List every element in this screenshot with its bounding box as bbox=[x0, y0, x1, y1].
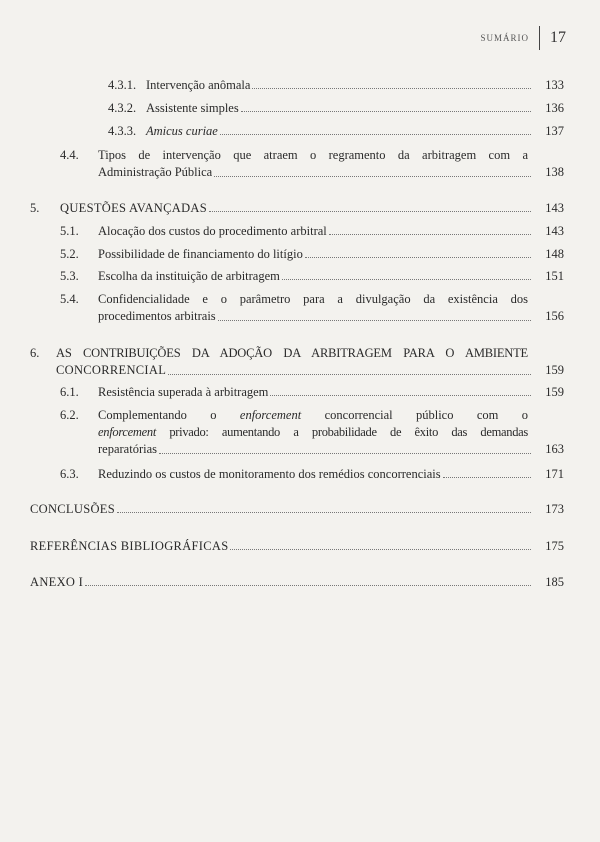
toc-label-line-2 bbox=[98, 424, 528, 441]
toc-label: Resistência superada à arbitragem bbox=[98, 385, 269, 399]
toc-page: 163 bbox=[545, 442, 564, 456]
toc-entry-4-3-2[interactable] bbox=[108, 101, 564, 116]
toc-number: 5.2. bbox=[60, 247, 79, 261]
toc-label-line-1 bbox=[98, 407, 528, 424]
toc-number: 6.2. bbox=[60, 408, 79, 422]
toc-entry-6-1[interactable] bbox=[60, 385, 564, 400]
toc-label: Escolha da instituição de arbitragem bbox=[98, 269, 280, 283]
running-head-title: SUMÁRIO bbox=[480, 33, 529, 43]
toc-entry-5-1[interactable] bbox=[60, 224, 564, 239]
toc-number: 4.4. bbox=[60, 148, 79, 162]
text-fragment-italic: enforcement bbox=[98, 425, 157, 439]
dot-leader bbox=[168, 374, 531, 375]
toc-entry-6[interactable] bbox=[30, 345, 564, 379]
dot-leader bbox=[85, 585, 531, 586]
running-head bbox=[480, 26, 566, 50]
text-fragment-italic: enforcement bbox=[239, 408, 302, 422]
dot-leader bbox=[220, 134, 531, 135]
toc-page: 171 bbox=[545, 467, 564, 481]
toc-page: 175 bbox=[545, 539, 564, 553]
dot-leader bbox=[329, 234, 531, 235]
toc-label-line: CONCORRENCIAL bbox=[56, 363, 167, 377]
toc-number: 4.3.2. bbox=[108, 101, 137, 115]
toc-label: Reduzindo os custos de monitoramento dos remédios concorrenciais bbox=[98, 467, 441, 481]
toc-page: 173 bbox=[545, 502, 564, 516]
toc-label-line: Confidencialidade e o parâmetro para a divulgação da existência dos bbox=[98, 292, 528, 306]
dot-leader bbox=[214, 176, 531, 177]
toc-number: 5.4. bbox=[60, 292, 79, 306]
toc-page: 138 bbox=[545, 165, 564, 179]
toc-label: Possibilidade de financiamento do litígio bbox=[98, 247, 303, 261]
toc-label: QUESTÕES AVANÇADAS bbox=[60, 201, 207, 215]
dot-leader bbox=[282, 279, 531, 280]
toc-label: Assistente simples bbox=[146, 101, 239, 115]
toc-number: 5.3. bbox=[60, 269, 79, 283]
dot-leader bbox=[117, 512, 531, 513]
toc-page: 143 bbox=[545, 224, 564, 238]
dot-leader bbox=[230, 549, 531, 550]
toc-label: Amicus curiae bbox=[146, 124, 218, 138]
toc-page: 143 bbox=[545, 201, 564, 215]
toc-entry-4-4[interactable] bbox=[60, 147, 564, 181]
toc-label: Alocação dos custos do procedimento arbitral bbox=[98, 224, 327, 238]
toc-page: 137 bbox=[545, 124, 564, 138]
toc-label-line: AS CONTRIBUIÇÕES DA ADOÇÃO DA ARBITRAGEM PARA O AMBIENTE bbox=[56, 346, 528, 360]
dot-leader bbox=[241, 111, 531, 112]
toc-page: 133 bbox=[545, 78, 564, 92]
toc-label-line: procedimentos arbitrais bbox=[98, 309, 216, 323]
toc-number: 5.1. bbox=[60, 224, 79, 238]
toc-label: ANEXO I bbox=[30, 575, 84, 589]
toc-label: Intervenção anômala bbox=[146, 78, 251, 92]
toc-page: 159 bbox=[545, 363, 564, 377]
toc-page: 136 bbox=[545, 101, 564, 115]
toc-label: CONCLUSÕES bbox=[30, 502, 115, 516]
toc-entry-4-3-1[interactable] bbox=[108, 78, 564, 93]
toc-number: 6. bbox=[30, 346, 40, 360]
toc-entry-5-2[interactable] bbox=[60, 247, 564, 262]
dot-leader bbox=[252, 88, 531, 89]
toc-entry-6-2[interactable] bbox=[60, 407, 564, 458]
toc-page: 151 bbox=[545, 269, 564, 283]
toc-number: 5. bbox=[30, 201, 40, 215]
toc-page: 159 bbox=[545, 385, 564, 399]
dot-leader bbox=[443, 477, 531, 478]
dot-leader bbox=[270, 395, 531, 396]
toc-entry-6-3[interactable] bbox=[60, 467, 564, 482]
dot-leader bbox=[159, 453, 531, 454]
toc-entry-5-3[interactable] bbox=[60, 269, 564, 284]
toc-number: 4.3.3. bbox=[108, 124, 137, 138]
toc-number: 4.3.1. bbox=[108, 78, 137, 92]
toc-entry-5[interactable] bbox=[30, 201, 564, 216]
toc-entry-5-4[interactable] bbox=[60, 291, 564, 325]
toc-page: 156 bbox=[545, 309, 564, 323]
toc-entry-4-3-3[interactable] bbox=[108, 124, 564, 139]
toc-label-line: reparatórias bbox=[98, 442, 157, 456]
toc-number: 6.3. bbox=[60, 467, 79, 481]
toc-page: 185 bbox=[545, 575, 564, 589]
toc-entry-anexo-i[interactable] bbox=[30, 575, 564, 590]
text-fragment: Complementando o bbox=[98, 408, 240, 422]
toc-label-line: Tipos de intervenção que atraem o regramento da arbitragem com a bbox=[98, 148, 528, 162]
toc-label: REFERÊNCIAS BIBLIOGRÁFICAS bbox=[30, 539, 229, 553]
dot-leader bbox=[209, 211, 531, 212]
dot-leader bbox=[305, 257, 531, 258]
toc-entry-conclusoes[interactable] bbox=[30, 502, 564, 517]
toc-number: 6.1. bbox=[60, 385, 79, 399]
page-number: 17 bbox=[550, 29, 566, 46]
toc-label-line: Administração Pública bbox=[98, 165, 213, 179]
text-fragment: concorrencial público com o bbox=[301, 408, 529, 422]
text-fragment: privado: aumentando a probabilidade de êxito das demandas bbox=[156, 425, 528, 439]
dot-leader bbox=[218, 320, 531, 321]
toc-page: 148 bbox=[545, 247, 564, 261]
toc-entry-referencias[interactable] bbox=[30, 539, 564, 554]
